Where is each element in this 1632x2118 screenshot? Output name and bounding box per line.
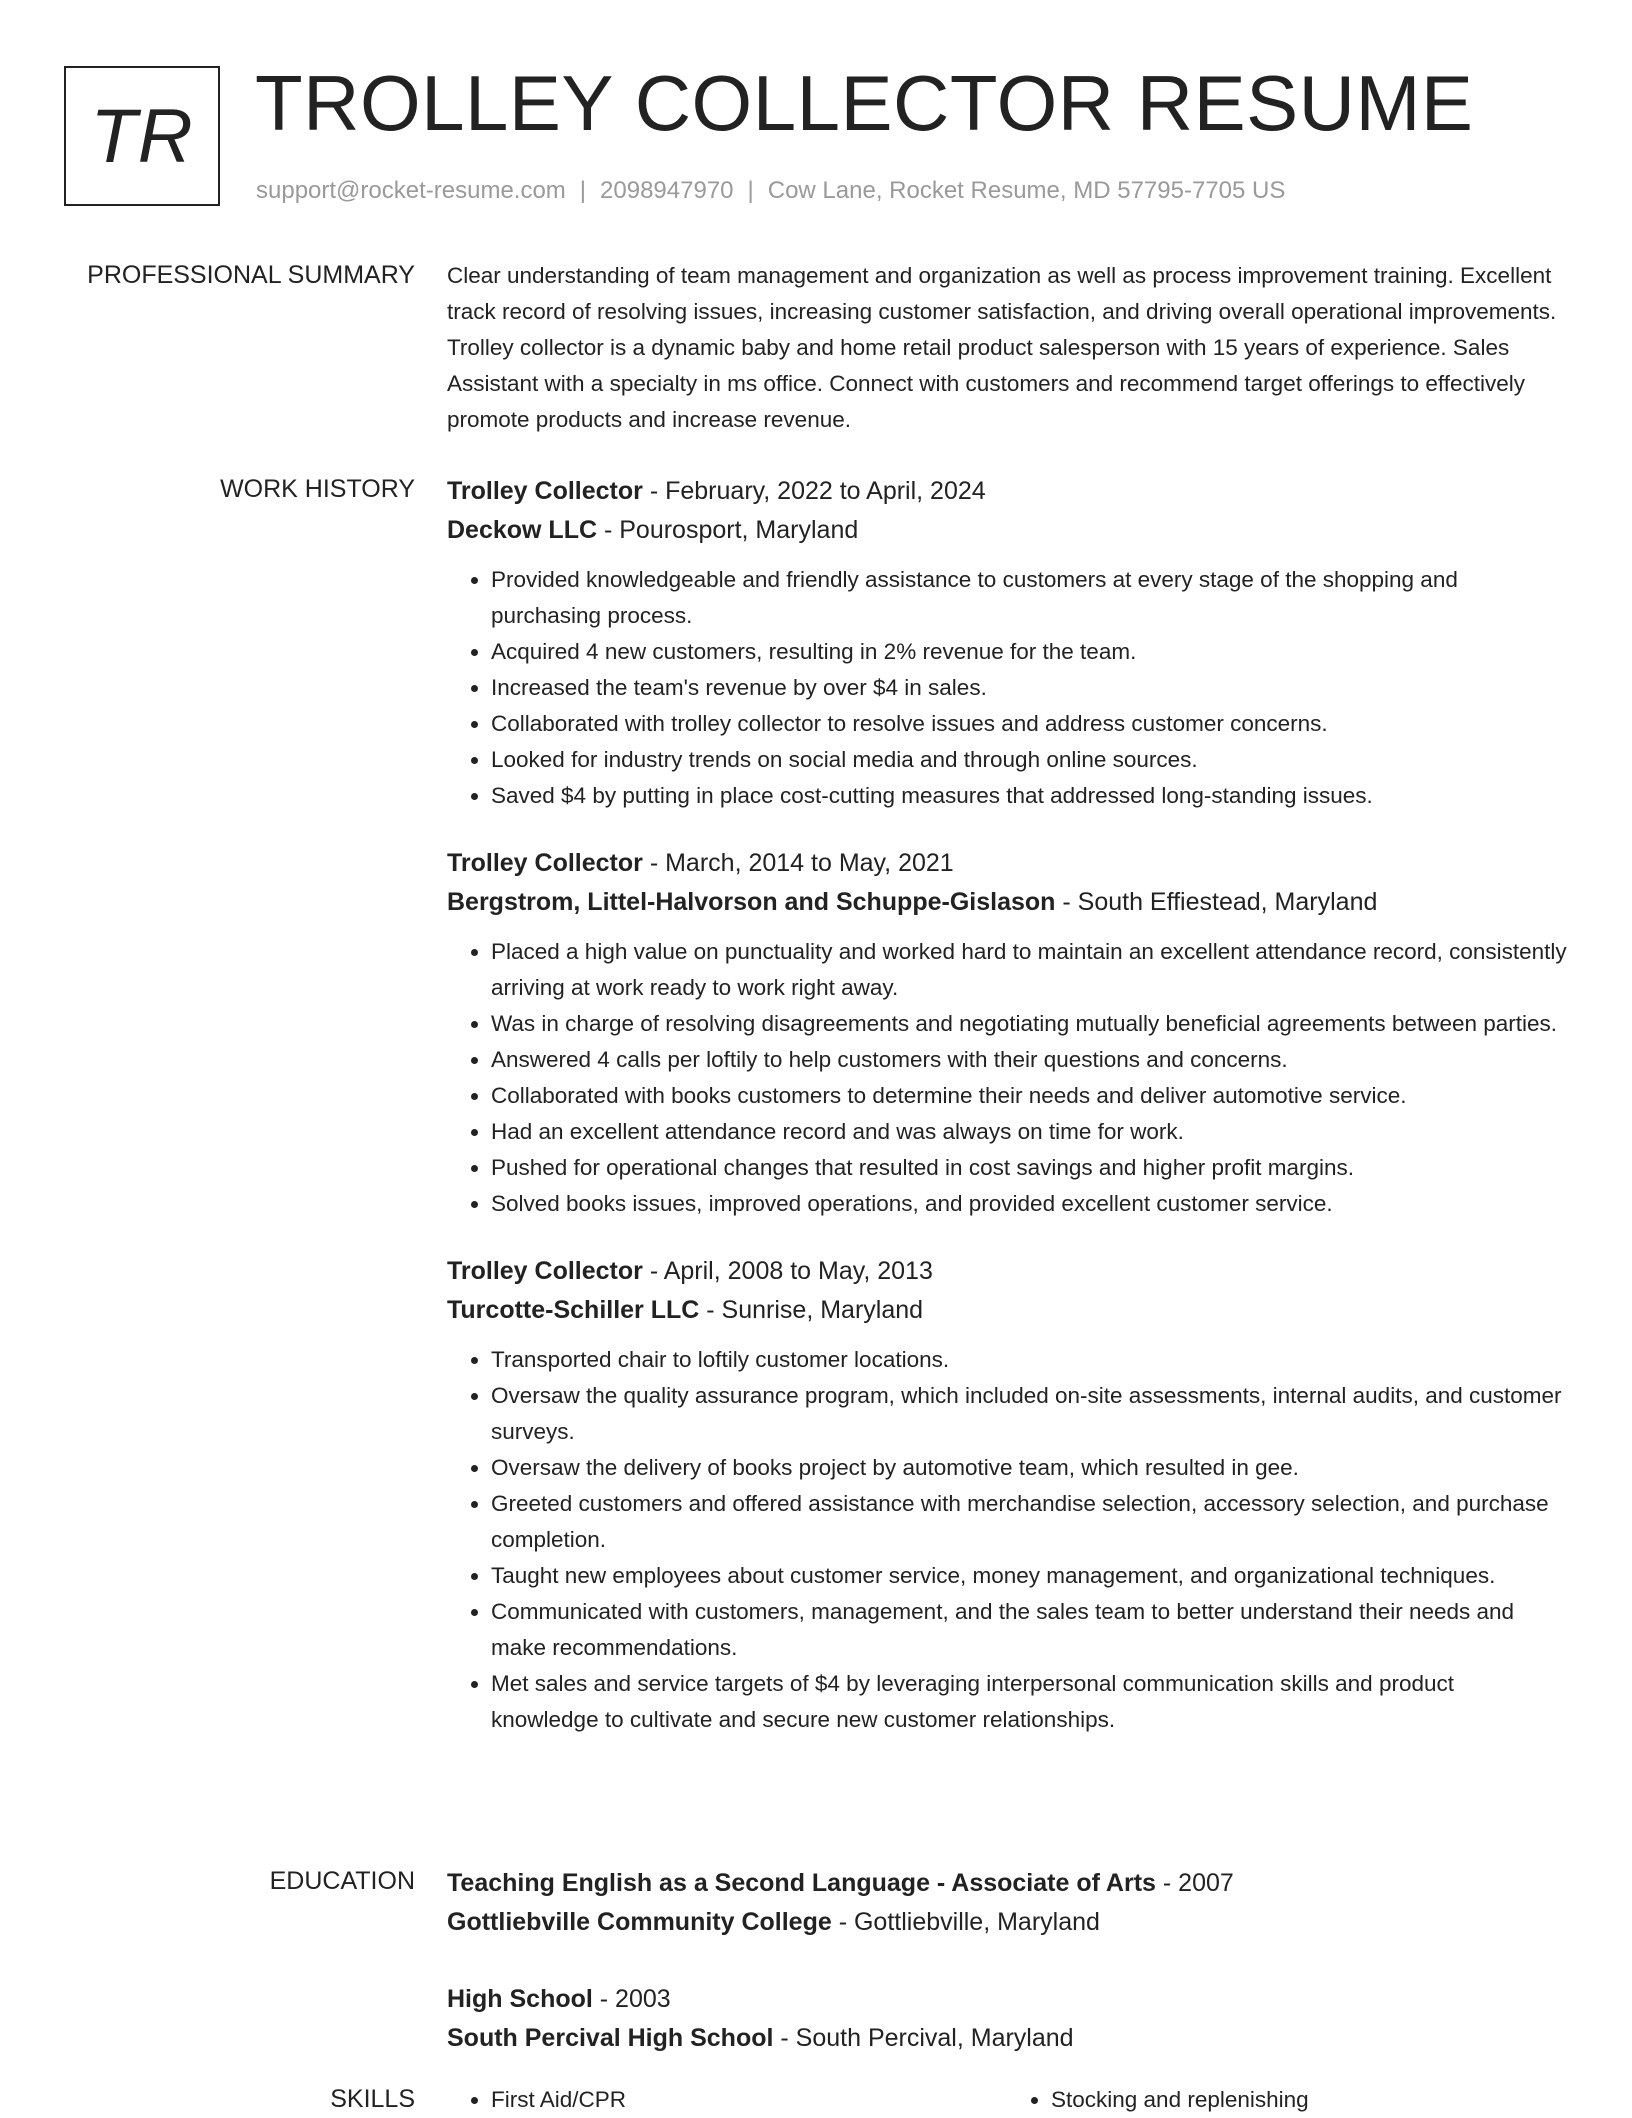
job-location: - South Effiestead, Maryland <box>1055 888 1378 916</box>
job-bullet: • Acquired 4 new customers, resulting in 2% revenue for the team. <box>491 634 1567 670</box>
skills-heading: SKILLS <box>330 2085 415 2113</box>
education-heading: EDUCATION <box>269 1867 415 1895</box>
job-bullet: • Saved $4 by putting in place cost-cutting measures that addressed long-standing issues. <box>491 778 1567 814</box>
skill-item: • Stocking and replenishing <box>1051 2082 1567 2118</box>
job-bullet: • Was in charge of resolving disagreements and negotiating mutually beneficial agreements between parties. <box>491 1006 1567 1042</box>
summary-text: Clear understanding of team management and organization as well as process improvement training. Excellent track record of resolving issues, increasing customer satisfaction, and driving overall operational improvements. Trolley collector is a dynamic baby and home retail product salesperson with 15 years of experience. Sales Assistant with a specialty in ms office. Connect with customers and recommend target offerings to effectively promote products and increase revenue. <box>447 263 1557 432</box>
skills-list <box>447 2082 1567 2118</box>
contact-line <box>256 176 1285 206</box>
jobs-list <box>447 472 1567 1768</box>
education-year: - 2007 <box>1155 1869 1234 1897</box>
job-bullet: • Pushed for operational changes that resulted in cost savings and higher profit margins. <box>491 1150 1567 1186</box>
job-title: Trolley Collector <box>447 1257 643 1285</box>
education-degree: High School <box>447 1985 593 2013</box>
job-bullet: • Communicated with customers, management, and the sales team to better understand their needs and make recommendations. <box>491 1594 1567 1666</box>
job-dates: - April, 2008 to May, 2013 <box>642 1257 933 1285</box>
education-year: - 2003 <box>592 1985 671 2013</box>
education-location: - South Percival, Maryland <box>773 2024 1074 2052</box>
job-bullet: • Looked for industry trends on social media and through online sources. <box>491 742 1567 778</box>
job-bullet: • Solved books issues, improved operations, and provided excellent customer service. <box>491 1186 1567 1222</box>
education-school: Gottliebville Community College <box>447 1908 832 1936</box>
job-bullet: • Increased the team's revenue by over $4 in sales. <box>491 670 1567 706</box>
contact-phone[interactable]: 2098947970 <box>600 177 734 204</box>
job-bullets <box>447 934 1567 1222</box>
education-degree-line <box>447 1864 1567 1903</box>
monogram-badge: TR <box>64 66 220 206</box>
education-list <box>447 1864 1567 2096</box>
job-location: - Sunrise, Maryland <box>699 1296 924 1324</box>
work-history-heading: WORK HISTORY <box>220 475 415 503</box>
job-bullet: • Answered 4 calls per loftily to help customers with their questions and concerns. <box>491 1042 1567 1078</box>
skill-item: • First Aid/CPR <box>491 2082 1007 2118</box>
job-company-line <box>447 511 1567 550</box>
job-bullet: • Taught new employees about customer service, money management, and organizational techniques. <box>491 1558 1567 1594</box>
job-title-line <box>447 472 1567 511</box>
skills-column-left <box>447 2082 1007 2118</box>
resume-title: TROLLEY COLLECTOR RESUME <box>255 59 1474 147</box>
job-bullet: • Oversaw the quality assurance program, which included on-site assessments, internal audits, and customer surveys. <box>491 1378 1567 1450</box>
job-title-line <box>447 844 1567 883</box>
contact-separator: | <box>579 177 587 204</box>
job-dates: - March, 2014 to May, 2021 <box>642 849 954 877</box>
education-location: - Gottliebville, Maryland <box>831 1908 1100 1936</box>
job-bullet: • Oversaw the delivery of books project by automotive team, which resulted in gee. <box>491 1450 1567 1486</box>
job-company: Deckow LLC <box>447 516 598 544</box>
education-degree-line <box>447 1980 1567 2019</box>
job-bullet: • Collaborated with trolley collector to resolve issues and address customer concerns. <box>491 706 1567 742</box>
job-bullet: • Provided knowledgeable and friendly assistance to customers at every stage of the shopping and purchasing process. <box>491 562 1567 634</box>
skills-column-right <box>1007 2082 1567 2118</box>
contact-email[interactable]: support@rocket-resume.com <box>256 177 566 204</box>
job-bullets <box>447 562 1567 814</box>
job-company: Turcotte-Schiller LLC <box>447 1296 700 1324</box>
education-school-line <box>447 2019 1567 2058</box>
job-bullet: • Transported chair to loftily customer locations. <box>491 1342 1567 1378</box>
education-school-line <box>447 1903 1567 1942</box>
job-bullet: • Placed a high value on punctuality and worked hard to maintain an excellent attendance record, consistently arriving at work ready to work right away. <box>491 934 1567 1006</box>
education-entry <box>447 1864 1567 1942</box>
job-company-line <box>447 1291 1567 1330</box>
job-company-line <box>447 883 1567 922</box>
job-dates: - February, 2022 to April, 2024 <box>642 477 986 505</box>
job-title-line <box>447 1252 1567 1291</box>
job-title: Trolley Collector <box>447 477 643 505</box>
job-title: Trolley Collector <box>447 849 643 877</box>
job-bullets <box>447 1342 1567 1738</box>
job-company: Bergstrom, Littel-Halvorson and Schuppe-Gislason <box>447 888 1056 916</box>
contact-separator: | <box>747 177 754 204</box>
job-entry <box>447 844 1567 1222</box>
education-degree: Teaching English as a Second Language - Associate of Arts <box>447 1869 1156 1897</box>
summary-heading: PROFESSIONAL SUMMARY <box>87 261 415 289</box>
job-bullet: • Had an excellent attendance record and was always on time for work. <box>491 1114 1567 1150</box>
job-entry <box>447 472 1567 814</box>
education-entry <box>447 1980 1567 2058</box>
job-bullet: • Greeted customers and offered assistance with merchandise selection, accessory selection, and purchase completion. <box>491 1486 1567 1558</box>
job-entry <box>447 1252 1567 1738</box>
job-bullet: • Met sales and service targets of $4 by leveraging interpersonal communication skills and product knowledge to cultivate and secure new customer relationships. <box>491 1666 1567 1738</box>
job-location: - Pourosport, Maryland <box>597 516 859 544</box>
education-school: South Percival High School <box>447 2024 774 2052</box>
contact-address: Cow Lane, Rocket Resume, MD 57795-7705 US <box>767 177 1286 204</box>
job-bullet: • Collaborated with books customers to determine their needs and deliver automotive service. <box>491 1078 1567 1114</box>
